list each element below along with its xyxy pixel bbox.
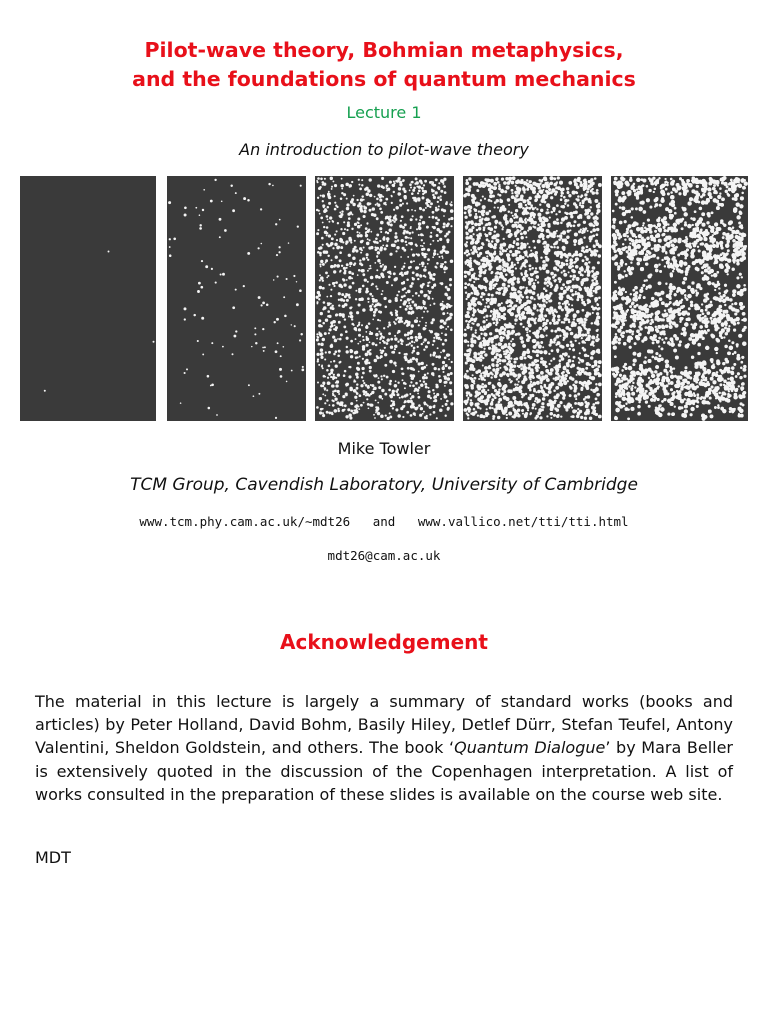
url-line [0, 514, 768, 529]
buildup-panel-1 [20, 176, 156, 421]
tti-link[interactable]: www.vallico.net/tti/tti.html [417, 514, 629, 529]
title-line-2: and the foundations of quantum mechanics [132, 67, 636, 91]
electron-buildup-panels [20, 176, 748, 421]
book-title: Quantum Dialogue [454, 738, 606, 758]
email-address [0, 548, 768, 563]
author-affiliation: TCM Group, Cavendish Laboratory, University of Cambridge [130, 475, 638, 495]
ack-text-part-2: ’ by Mara Beller is extensively quoted in the discussion of the Copenhagen interpretation. A list of works consulted in the preparation of these slides is available on the course web site. [35, 738, 733, 804]
lecture-subtitle: An introduction to pilot-wave theory [239, 140, 529, 159]
acknowledgement-paragraph [35, 690, 733, 806]
email-link[interactable]: mdt26@cam.ac.uk [327, 548, 441, 563]
ack-text-part-1: The material in this lecture is largely a summary of standard works (books and articles) by Peter Holland, David Bohm, Basily Hiley, Detlef Dürr, Stefan Teufel, Antony Valentini, Sheldon Goldstein, and others. The book ‘ [35, 692, 733, 758]
signoff-initials: MDT [35, 848, 71, 867]
title-line-1: Pilot-wave theory, Bohmian metaphysics, [144, 38, 624, 62]
lecture-number: Lecture 1 [346, 103, 422, 122]
acknowledgement-heading: Acknowledgement [280, 630, 488, 654]
buildup-panel-2 [167, 176, 306, 421]
url-joiner: and [372, 514, 396, 529]
slide-title [0, 36, 768, 94]
buildup-panel-4 [463, 176, 602, 421]
author-name: Mike Towler [337, 439, 431, 458]
double-slit-buildup-figure [20, 176, 748, 421]
homepage-link[interactable]: www.tcm.phy.cam.ac.uk/∼mdt26 [139, 514, 351, 529]
buildup-panel-5 [611, 176, 748, 421]
buildup-panel-3 [315, 176, 454, 421]
